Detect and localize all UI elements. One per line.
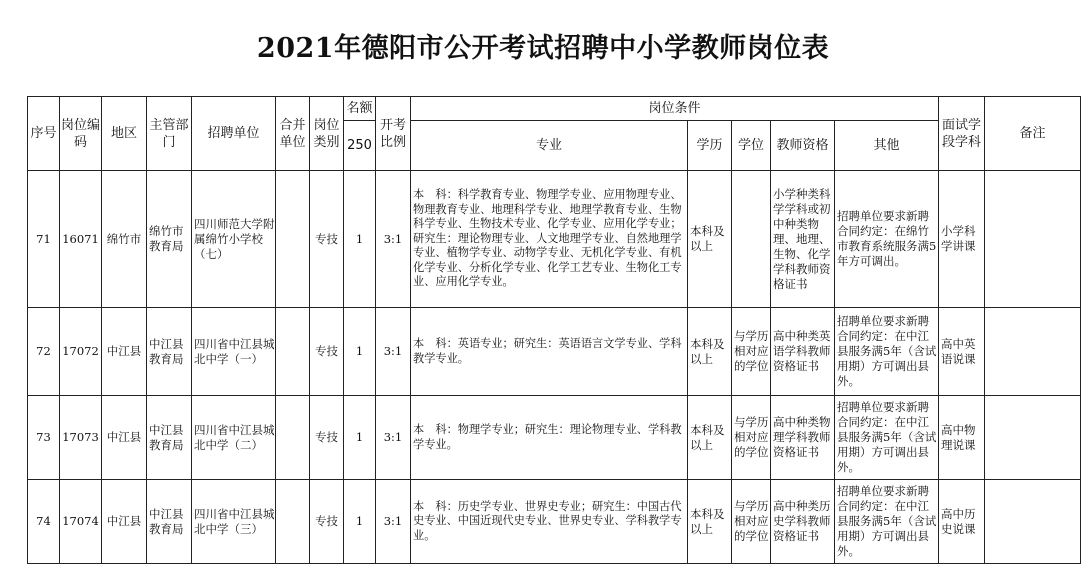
cell-teacher-cert: 小学种类科学学科或初中种类物理、地理、生物、化学学科教师资格证书 xyxy=(771,171,835,308)
cell-seq: 72 xyxy=(28,308,60,396)
table-row xyxy=(28,480,1081,564)
cell-region: 绵竹市 xyxy=(102,171,147,308)
cell-category: 专技 xyxy=(310,308,344,396)
cell-ratio: 3:1 xyxy=(376,480,411,564)
cell-category: 专技 xyxy=(310,171,344,308)
cell-quota: 1 xyxy=(344,171,376,308)
table-row xyxy=(28,308,1081,396)
cell-region: 中江县 xyxy=(102,480,147,564)
cell-note xyxy=(985,308,1081,396)
header-unit: 招聘单位 xyxy=(192,97,276,171)
cell-code: 17074 xyxy=(60,480,102,564)
cell-dept: 中江县教育局 xyxy=(147,308,192,396)
cell-teacher-cert: 高中种类英语学科教师资格证书 xyxy=(771,308,835,396)
cell-seq: 73 xyxy=(28,396,60,480)
header-merged: 合并单位 xyxy=(276,97,310,171)
cell-category: 专技 xyxy=(310,396,344,480)
cell-seq: 71 xyxy=(28,171,60,308)
cell-unit: 四川师范大学附属绵竹小学校（七） xyxy=(192,171,276,308)
cell-quota: 1 xyxy=(344,308,376,396)
cell-category: 专技 xyxy=(310,480,344,564)
cell-unit: 四川省中江县城北中学（一） xyxy=(192,308,276,396)
cell-major: 本 科：历史学专业、世界史专业；研究生：中国古代史专业、中国近现代史专业、世界史专业、学科教学专业。 xyxy=(411,480,688,564)
cell-seq: 74 xyxy=(28,480,60,564)
cell-merged xyxy=(276,480,310,564)
cell-education: 本科及以上 xyxy=(688,171,732,308)
cell-note xyxy=(985,396,1081,480)
header-quota: 名额 xyxy=(344,97,376,121)
cell-note xyxy=(985,480,1081,564)
header-ratio: 开考比例 xyxy=(376,97,411,171)
cell-interview: 高中物理说课 xyxy=(939,396,985,480)
header-education: 学历 xyxy=(688,121,732,171)
cell-note xyxy=(985,171,1081,308)
cell-teacher-cert: 高中种类历史学科教师资格证书 xyxy=(771,480,835,564)
header-conditions: 岗位条件 xyxy=(411,97,939,121)
cell-education: 本科及以上 xyxy=(688,308,732,396)
header-note: 备注 xyxy=(985,97,1081,171)
cell-interview: 高中历史说课 xyxy=(939,480,985,564)
cell-ratio: 3:1 xyxy=(376,171,411,308)
cell-unit: 四川省中江县城北中学（二） xyxy=(192,396,276,480)
table-row xyxy=(28,396,1081,480)
cell-major: 本 科：物理学专业；研究生：理论物理专业、学科教学专业。 xyxy=(411,396,688,480)
cell-interview: 高中英语说课 xyxy=(939,308,985,396)
cell-code: 16071 xyxy=(60,171,102,308)
cell-other: 招聘单位要求新聘合同约定：在绵竹市教育系统服务满5年方可调出。 xyxy=(835,171,939,308)
cell-dept: 绵竹市教育局 xyxy=(147,171,192,308)
cell-degree: 与学历相对应的学位 xyxy=(732,480,771,564)
cell-region: 中江县 xyxy=(102,308,147,396)
header-dept: 主管部门 xyxy=(147,97,192,171)
cell-quota: 1 xyxy=(344,396,376,480)
cell-education: 本科及以上 xyxy=(688,480,732,564)
cell-merged xyxy=(276,396,310,480)
cell-dept: 中江县教育局 xyxy=(147,396,192,480)
cell-teacher-cert: 高中种类物理学科教师资格证书 xyxy=(771,396,835,480)
header-quota-total: 250 xyxy=(344,121,376,171)
cell-code: 17073 xyxy=(60,396,102,480)
cell-degree xyxy=(732,171,771,308)
cell-dept: 中江县教育局 xyxy=(147,480,192,564)
header-major: 专业 xyxy=(411,121,688,171)
cell-unit: 四川省中江县城北中学（三） xyxy=(192,480,276,564)
header-teacher-cert: 教师资格 xyxy=(771,121,835,171)
header-seq: 序号 xyxy=(28,97,60,171)
header-code: 岗位编码 xyxy=(60,97,102,171)
cell-education: 本科及以上 xyxy=(688,396,732,480)
cell-other: 招聘单位要求新聘合同约定：在中江县服务满5年（含试用期）方可调出县外。 xyxy=(835,480,939,564)
cell-ratio: 3:1 xyxy=(376,396,411,480)
cell-degree: 与学历相对应的学位 xyxy=(732,308,771,396)
cell-other: 招聘单位要求新聘合同约定：在中江县服务满5年（含试用期）方可调出县外。 xyxy=(835,308,939,396)
cell-merged xyxy=(276,171,310,308)
page-title: 2021年德阳市公开考试招聘中小学教师岗位表 xyxy=(256,33,830,64)
cell-other: 招聘单位要求新聘合同约定：在中江县服务满5年（含试用期）方可调出县外。 xyxy=(835,396,939,480)
cell-quota: 1 xyxy=(344,480,376,564)
cell-ratio: 3:1 xyxy=(376,308,411,396)
recruitment-table xyxy=(27,96,1081,564)
cell-region: 中江县 xyxy=(102,396,147,480)
header-region: 地区 xyxy=(102,97,147,171)
cell-major: 本 科：科学教育专业、物理学专业、应用物理专业、物理教育专业、地理科学专业、地理学教育专业、生物科学专业、生物技术专业、化学专业、应用化学专业；研究生：理论物理专业、人文地理学专业、自然地理学专业、植物学专业、动物学专业、无机化学专业、有机化学专业、分析化学专业、化学工艺专业、生物化工专业、应用化学专业。 xyxy=(411,171,688,308)
header-degree: 学位 xyxy=(732,121,771,171)
cell-degree: 与学历相对应的学位 xyxy=(732,396,771,480)
table-row xyxy=(28,171,1081,308)
header-category: 岗位类别 xyxy=(310,97,344,171)
cell-major: 本 科：英语专业；研究生：英语语言文学专业、学科教学专业。 xyxy=(411,308,688,396)
cell-code: 17072 xyxy=(60,308,102,396)
header-interview: 面试学段学科 xyxy=(939,97,985,171)
cell-merged xyxy=(276,308,310,396)
cell-interview: 小学科学讲课 xyxy=(939,171,985,308)
header-other: 其他 xyxy=(835,121,939,171)
